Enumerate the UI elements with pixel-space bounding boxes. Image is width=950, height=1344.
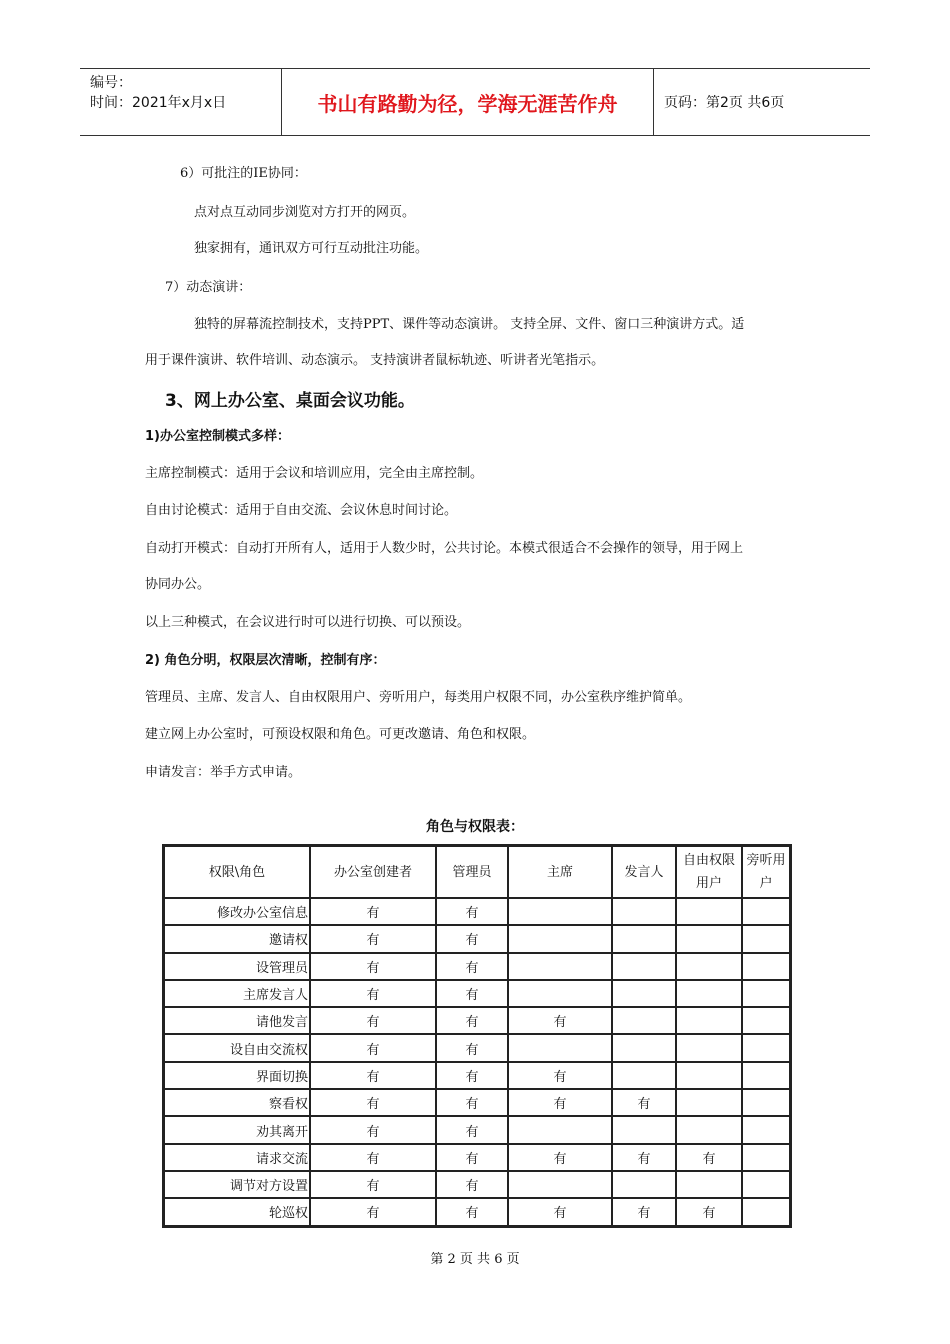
permission-value-cell	[742, 1089, 790, 1116]
permission-name-cell: 劝其离开	[164, 1116, 310, 1143]
permission-value-cell	[742, 1062, 790, 1089]
permission-value-cell: 有	[310, 1198, 436, 1225]
permission-value-cell: 有	[436, 898, 508, 925]
paragraph-line: 独家拥有，通讯双方可行互动批注功能。	[194, 241, 429, 256]
permission-value-cell: 有	[508, 1089, 612, 1116]
list-item-dynamic-speech: 7）动态演讲：	[165, 280, 252, 295]
permission-value-cell	[612, 1062, 676, 1089]
permission-value-cell	[676, 1062, 742, 1089]
permission-value-cell: 有	[436, 1116, 508, 1143]
table-row	[164, 1144, 790, 1171]
page-footer: 第 2 页 共 6 页	[430, 1252, 520, 1267]
paragraph-line: 自由讨论模式：适用于自由交流、会议休息时间讨论。	[145, 503, 458, 518]
permission-value-cell	[742, 925, 790, 952]
permission-value-cell: 有	[310, 1171, 436, 1198]
permission-value-cell: 有	[436, 1034, 508, 1061]
permission-value-cell: 有	[310, 1116, 436, 1143]
paragraph-line: 独特的屏幕流控制技术，支持PPT、课件等动态演讲。 支持全屏、文件、窗口三种演讲方式。适	[194, 317, 745, 332]
permission-name-cell: 调节对方设置	[164, 1171, 310, 1198]
permission-name-cell: 轮巡权	[164, 1198, 310, 1225]
permission-value-cell: 有	[676, 1144, 742, 1171]
table-row	[164, 925, 790, 952]
column-header: 权限\角色	[164, 846, 310, 898]
table-row	[164, 1007, 790, 1034]
column-header: 主席	[508, 846, 612, 898]
page-header	[80, 68, 870, 136]
permission-value-cell	[508, 925, 612, 952]
permission-table	[162, 844, 792, 1228]
table-header-row	[164, 846, 790, 898]
header-page-number: 页码：第2页 共6页	[664, 95, 785, 111]
table-row	[164, 1034, 790, 1061]
permission-value-cell	[508, 898, 612, 925]
paragraph-line: 自动打开模式：自动打开所有人，适用于人数少时，公共讨论。本模式很适合不会操作的领导，用于网上	[145, 541, 744, 556]
permission-value-cell: 有	[436, 925, 508, 952]
permission-value-cell: 有	[612, 1198, 676, 1225]
permission-value-cell	[508, 1171, 612, 1198]
permission-value-cell	[508, 1034, 612, 1061]
permission-value-cell	[742, 980, 790, 1007]
table-title: 角色与权限表：	[426, 819, 524, 835]
paragraph-line: 用于课件演讲、软件培训、动态演示。 支持演讲者鼠标轨迹、听讲者光笔指示。	[145, 353, 605, 368]
permission-value-cell: 有	[508, 1144, 612, 1171]
permission-name-cell: 请求交流	[164, 1144, 310, 1171]
permission-value-cell	[676, 925, 742, 952]
permission-value-cell	[742, 1007, 790, 1034]
permission-value-cell: 有	[436, 1144, 508, 1171]
permission-value-cell	[612, 1171, 676, 1198]
column-header: 办公室创建者	[310, 846, 436, 898]
permission-value-cell	[742, 953, 790, 980]
permission-value-cell: 有	[310, 1062, 436, 1089]
permission-value-cell	[676, 980, 742, 1007]
permission-name-cell: 修改办公室信息	[164, 898, 310, 925]
permission-value-cell	[676, 1007, 742, 1034]
paragraph-line: 协同办公。	[145, 577, 211, 592]
column-header: 旁听用户	[742, 846, 790, 898]
permission-value-cell	[676, 898, 742, 925]
list-item-ie-collab: 6）可批注的IE协同：	[180, 166, 307, 181]
permission-value-cell: 有	[436, 1007, 508, 1034]
permission-value-cell	[508, 980, 612, 1007]
subsection-heading: 1)办公室控制模式多样：	[145, 429, 290, 444]
permission-value-cell: 有	[436, 980, 508, 1007]
permission-value-cell	[612, 980, 676, 1007]
subsection-heading: 2) 角色分明，权限层次清晰，控制有序：	[145, 653, 386, 668]
permission-value-cell: 有	[436, 1089, 508, 1116]
permission-value-cell: 有	[310, 1089, 436, 1116]
permission-value-cell	[742, 1144, 790, 1171]
permission-value-cell: 有	[436, 1171, 508, 1198]
permission-name-cell: 主席发言人	[164, 980, 310, 1007]
permission-value-cell	[508, 1116, 612, 1143]
permission-value-cell: 有	[508, 1062, 612, 1089]
paragraph-line: 主席控制模式：适用于会议和培训应用，完全由主席控制。	[145, 466, 484, 481]
permission-name-cell: 请他发言	[164, 1007, 310, 1034]
permission-value-cell: 有	[310, 898, 436, 925]
paragraph-line: 管理员、主席、发言人、自由权限用户、旁听用户，每类用户权限不同，办公室秩序维护简单。	[145, 690, 692, 705]
permission-value-cell: 有	[676, 1198, 742, 1225]
document-date-label: 时间：2021年x月x日	[90, 95, 227, 111]
permission-value-cell: 有	[436, 1062, 508, 1089]
permission-value-cell: 有	[310, 953, 436, 980]
permission-value-cell	[612, 953, 676, 980]
permission-value-cell: 有	[508, 1007, 612, 1034]
permission-name-cell: 设自由交流权	[164, 1034, 310, 1061]
table-row	[164, 953, 790, 980]
permission-value-cell	[742, 1116, 790, 1143]
permission-value-cell	[676, 1034, 742, 1061]
permission-value-cell: 有	[310, 925, 436, 952]
permission-value-cell	[676, 953, 742, 980]
permission-value-cell	[742, 1034, 790, 1061]
table-row	[164, 898, 790, 925]
table-row	[164, 1171, 790, 1198]
column-header: 自由权限用户	[676, 846, 742, 898]
permission-value-cell	[676, 1089, 742, 1116]
permission-value-cell	[508, 953, 612, 980]
permission-value-cell	[676, 1116, 742, 1143]
document-number-label: 编号：	[90, 75, 132, 91]
paragraph-line: 建立网上办公室时，可预设权限和角色。可更改邀请、角色和权限。	[145, 727, 536, 742]
permission-value-cell	[612, 1034, 676, 1061]
header-meta	[80, 69, 282, 135]
permission-value-cell: 有	[436, 1198, 508, 1225]
permission-value-cell: 有	[436, 953, 508, 980]
column-header: 管理员	[436, 846, 508, 898]
permission-value-cell: 有	[612, 1144, 676, 1171]
permission-value-cell	[676, 1171, 742, 1198]
permission-value-cell: 有	[310, 980, 436, 1007]
table-row	[164, 1062, 790, 1089]
permission-value-cell	[742, 898, 790, 925]
permission-value-cell	[612, 1116, 676, 1143]
section-heading: 3、网上办公室、桌面会议功能。	[165, 391, 415, 411]
permission-value-cell	[742, 1171, 790, 1198]
paragraph-line: 点对点互动同步浏览对方打开的网页。	[194, 205, 416, 220]
column-header: 发言人	[612, 846, 676, 898]
table-row	[164, 1089, 790, 1116]
permission-name-cell: 界面切换	[164, 1062, 310, 1089]
permission-name-cell: 邀请权	[164, 925, 310, 952]
table-row	[164, 1198, 790, 1225]
table-row	[164, 1116, 790, 1143]
table-body	[164, 898, 790, 1226]
permission-value-cell: 有	[612, 1089, 676, 1116]
permission-name-cell: 察看权	[164, 1089, 310, 1116]
permission-value-cell: 有	[310, 1034, 436, 1061]
table-row	[164, 980, 790, 1007]
permission-value-cell: 有	[310, 1144, 436, 1171]
paragraph-line: 申请发言：举手方式申请。	[145, 765, 302, 780]
permission-value-cell: 有	[508, 1198, 612, 1225]
header-motto: 书山有路勤为径，学海无涯苦作舟	[282, 69, 654, 135]
permission-value-cell	[612, 898, 676, 925]
permission-value-cell	[612, 925, 676, 952]
permission-value-cell	[612, 1007, 676, 1034]
permission-value-cell: 有	[310, 1007, 436, 1034]
permission-value-cell	[742, 1198, 790, 1225]
paragraph-line: 以上三种模式，在会议进行时可以进行切换、可以预设。	[145, 615, 471, 630]
permission-name-cell: 设管理员	[164, 953, 310, 980]
